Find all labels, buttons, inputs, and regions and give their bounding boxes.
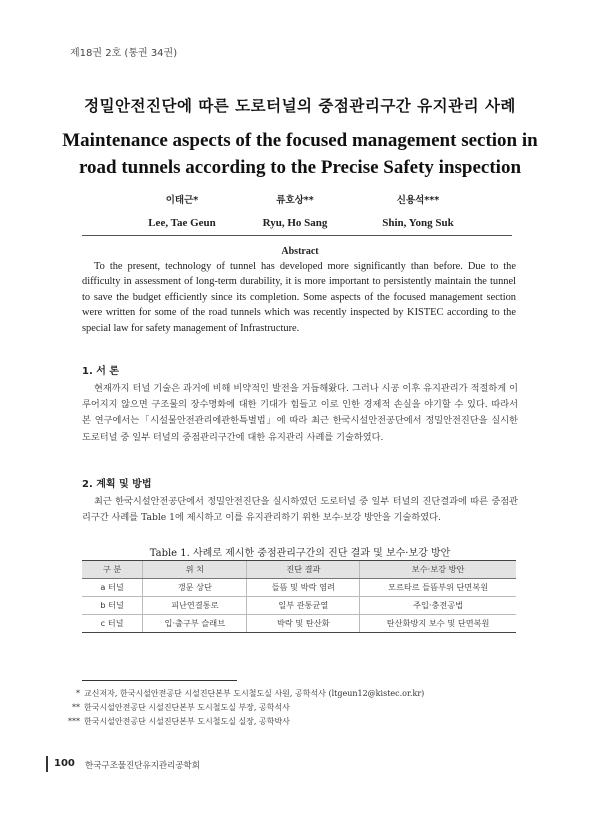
- issue-header: 제18권 2호 (통권 34권): [70, 48, 178, 59]
- table-row: [82, 597, 516, 615]
- table-cell: a 터널: [82, 579, 143, 597]
- table-cell: 탄산화방지 보수 및 단면복원: [360, 615, 516, 633]
- table-header-row: [82, 561, 516, 579]
- abstract-divider: [82, 235, 512, 236]
- section-1-heading: 1. 서 론: [82, 366, 120, 377]
- footnote-text: 한국시설안전공단 시설진단본부 도시철도실 실장, 공학박사: [84, 717, 290, 726]
- table-header-cell: 보수·보강 방안: [360, 561, 516, 579]
- section-2-heading: 2. 계획 및 방법: [82, 479, 152, 490]
- author-1-english-name: Lee, Tae Geun: [148, 217, 216, 229]
- table-cell: 일부 관통균열: [247, 597, 360, 615]
- footnote-1: [58, 688, 424, 699]
- author-3-english-name: Shin, Yong Suk: [382, 217, 454, 229]
- footnote-marker: ***: [68, 717, 80, 726]
- page-number: 100: [54, 758, 75, 769]
- author-2-korean-name: 류호상**: [276, 195, 314, 206]
- table-row: [82, 579, 516, 597]
- author-3-korean-name: 신용석***: [396, 195, 440, 206]
- footnote-divider: [82, 680, 237, 681]
- table-header-cell: 구 분: [82, 561, 143, 579]
- footnote-3: [58, 716, 290, 727]
- footnote-text: 한국시설안전공단 시설진단본부 도시철도실 부장, 공학석사: [84, 703, 290, 712]
- table-cell: 박락 및 탄산화: [247, 615, 360, 633]
- abstract-text: To the present, technology of tunnel has developed more significantly than before. Due to the difficulty in assessment of long-term durability, it is more important to persistently maintain the tunnel to save the budget efficiently since its completion. Some aspects of the focused management section were written for some of the road tunnels which was recently inspected by KISTEC according to the special law for safety management of Infrastructure.: [82, 261, 516, 334]
- section-2-text: 최근 한국시설안전공단에서 정밀안전진단을 실시하였던 도로터널 중 일부 터널의 진단결과에 따른 중점관리구간 사례를 Table 1에 제시하고 이를 유지관리하기 위한 보수·보강 방안을 기술하였다.: [82, 496, 518, 524]
- table-cell: 입·출구부 슬래브: [143, 615, 247, 633]
- inspection-table: [82, 560, 516, 633]
- journal-name: 한국구조물진단유지관리공학회: [85, 761, 200, 771]
- table-cell: c 터널: [82, 615, 143, 633]
- table-cell: 모르타르 들뜸부위 단면복원: [360, 579, 516, 597]
- table-cell: 들뜸 및 박락 염려: [247, 579, 360, 597]
- korean-title: 정밀안전진단에 따른 도로터널의 중점관리구간 유지관리 사례: [84, 97, 516, 115]
- author-2-english-name: Ryu, Ho Sang: [262, 217, 328, 229]
- footnote-2: [58, 702, 290, 713]
- table-caption: Table 1. 사례로 제시한 중점관리구간의 진단 결과 및 보수·보강 방안: [149, 548, 451, 559]
- section-1-text: 현재까지 터널 기술은 과거에 비해 비약적인 발전을 거듭해왔다. 그러나 시공 이후 유지관리가 적절하게 이루어지지 않으면 구조물의 장수명화에 대한 기대가 힘들고 이로 인한 경제적 손실을 야기할 수 있다. 따라서 본 연구에서는「시설물안전관리에관한특별법」에 따라 최근 한국시설안전공단에서 정밀안전진단을 실시한 도로터널 중 일부 터널의 중점관리구간에 대한 유지관리 사례를 기술하였다.: [82, 383, 518, 443]
- table-header-cell: 위 치: [143, 561, 247, 579]
- author-3: [328, 192, 508, 229]
- table-cell: b 터널: [82, 597, 143, 615]
- table-cell: 주입·충전공법: [360, 597, 516, 615]
- table-header-cell: 진단 결과: [247, 561, 360, 579]
- author-1-korean-name: 이태근*: [165, 195, 199, 206]
- table-cell: 피난연결통로: [143, 597, 247, 615]
- footnote-marker: *: [76, 689, 80, 698]
- table-cell: 갱문 상단: [143, 579, 247, 597]
- table-row: [82, 615, 516, 633]
- footer-bar: [46, 756, 48, 772]
- english-title: Maintenance aspects of the focused management section in road tunnels according to the Precise Safety inspection: [62, 130, 538, 178]
- footnote-marker: **: [72, 703, 80, 712]
- footnote-text: 교신저자, 한국시설안전공단 시설진단본부 도시철도실 사원, 공학석사 (ltgeun12@kistec.or.kr): [84, 689, 425, 698]
- abstract-title: Abstract: [281, 246, 319, 257]
